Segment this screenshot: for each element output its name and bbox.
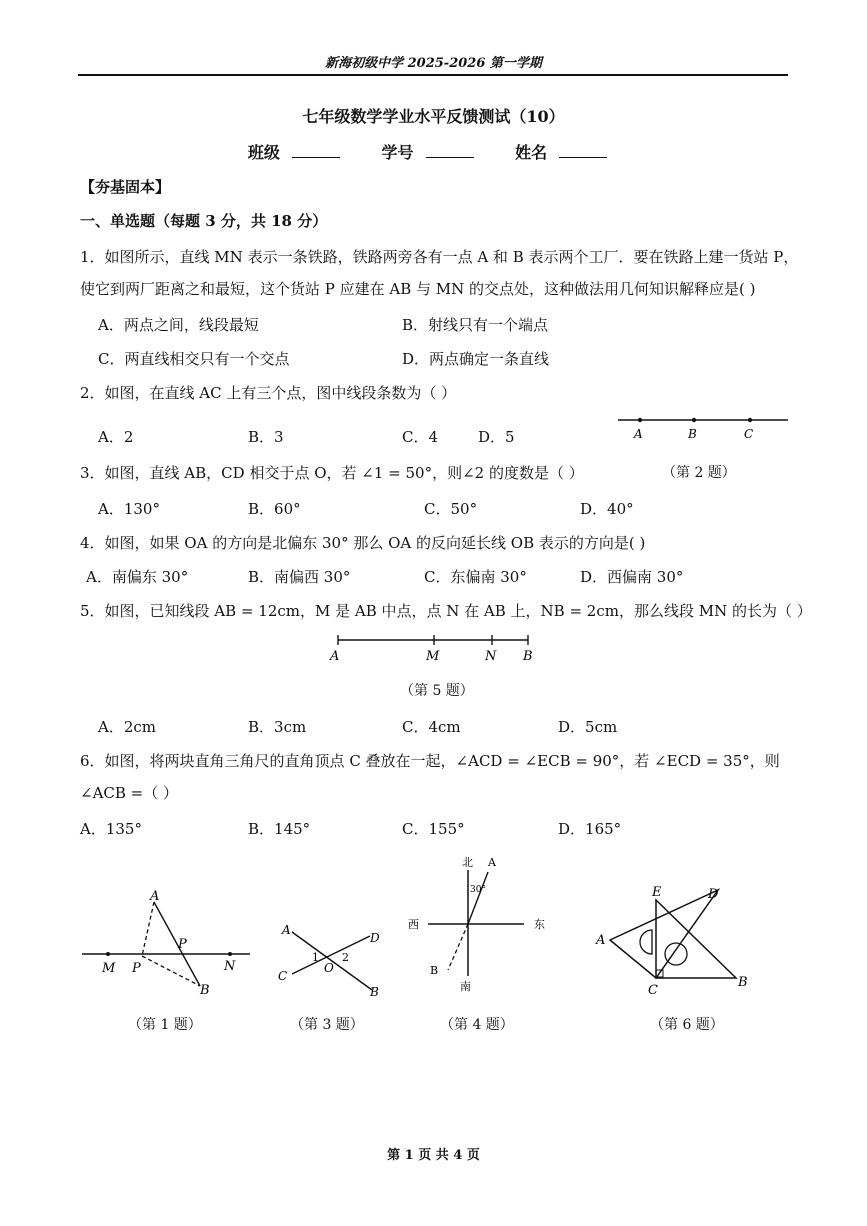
- q1-option-c[interactable]: C．两直线相交只有一个交点: [98, 350, 290, 368]
- q6-stem-line1: 6．如图，将两块直角三角尺的直角顶点 C 叠放在一起，∠ACD = ∠ECB = 90°，若 ∠ECD = 35°，则: [80, 752, 780, 770]
- q2-option-a[interactable]: A．2: [98, 428, 134, 446]
- q3-option-c[interactable]: C．50°: [424, 500, 478, 518]
- q1-stem-line2: 使它到两厂距离之和最短，这个货站 P 应建在 AB 与 MN 的交点处，这种做法用几何知识解释应是( ): [80, 280, 756, 298]
- fig4-label-b: B: [430, 964, 439, 977]
- q6-option-a[interactable]: A．135°: [80, 820, 142, 838]
- q2-point-a: [638, 418, 642, 422]
- q5-label-b: B: [523, 649, 533, 664]
- fig4-ray-oa: [468, 872, 488, 924]
- q4-stem: 4．如图，如果 OA 的方向是北偏东 30° 那么 OA 的反向延长线 OB 表示的方向是( ): [80, 534, 646, 552]
- q2-point-c: [748, 418, 752, 422]
- fig4-ray-ob: [448, 924, 468, 970]
- q2-label-b: B: [688, 427, 697, 441]
- q6-stem-line2: ∠ACB =（ ）: [80, 784, 179, 802]
- page-footer: 第 1 页 共 4 页: [387, 1148, 480, 1163]
- q5-label-n: N: [485, 649, 497, 664]
- name-field[interactable]: 姓名: [515, 143, 619, 162]
- fig1-label-m: M: [102, 961, 116, 976]
- q2-option-c[interactable]: C．4: [402, 428, 439, 446]
- fig6-caption: （第 6 题）: [650, 1017, 724, 1033]
- fig3-label-o: O: [324, 961, 334, 975]
- q5-option-b[interactable]: B．3cm: [248, 718, 307, 736]
- q5-option-c[interactable]: C．4cm: [402, 718, 461, 736]
- fig4-label-east: 东: [534, 918, 545, 931]
- fig6-label-b: B: [738, 975, 748, 990]
- q6-option-d[interactable]: D．165°: [558, 820, 622, 838]
- page-title: 七年级数学学业水平反馈测试（10）: [302, 107, 565, 126]
- q6-option-b[interactable]: B．145°: [248, 820, 311, 838]
- fig4-label-a: A: [488, 856, 496, 869]
- q5-label-m: M: [426, 649, 440, 664]
- q2-option-d[interactable]: D．5: [478, 428, 515, 446]
- fig3-caption: （第 3 题）: [290, 1017, 364, 1033]
- fig4-label-30: 30°: [470, 885, 486, 895]
- fig6-triangle-acd: [610, 890, 718, 978]
- q3-option-d[interactable]: D．40°: [580, 500, 634, 518]
- page-header: 新海初级中学 2025-2026 第一学期: [325, 56, 542, 71]
- q6-option-c[interactable]: C．155°: [402, 820, 465, 838]
- fig6-label-d: D: [708, 887, 719, 902]
- fig1-label-n: N: [224, 959, 236, 974]
- fig3-label-c: C: [278, 969, 288, 983]
- q5-option-d[interactable]: D．5cm: [558, 718, 618, 736]
- fig3-angle-1: 1: [312, 951, 319, 964]
- q4-option-a[interactable]: A．南偏东 30°: [86, 568, 189, 586]
- fig4-label-south: 南: [460, 980, 471, 992]
- q5-caption: （第 5 题）: [400, 683, 474, 699]
- q1-option-b[interactable]: B．射线只有一个端点: [402, 316, 549, 334]
- fig6-triangle-ecb: [656, 900, 736, 978]
- q5-label-a: A: [330, 649, 340, 664]
- fig1-caption: （第 1 题）: [128, 1017, 202, 1033]
- q5-figure: [326, 630, 540, 664]
- fig1-diagram: [74, 880, 254, 1000]
- student-info-line: [0, 140, 867, 163]
- number-field[interactable]: 学号: [381, 143, 485, 162]
- q4-option-d[interactable]: D．西偏南 30°: [580, 568, 684, 586]
- fig3-diagram: [272, 918, 392, 1002]
- fig4-label-north: 北: [462, 856, 473, 869]
- q3-stem: 3．如图，直线 AB，CD 相交于点 O，若 ∠1 = 50°，则∠2 的度数是（ ）: [80, 464, 584, 482]
- fig6-label-a: A: [596, 933, 606, 948]
- fig1-label-p2: P: [132, 961, 141, 976]
- q2-stem: 2．如图，在直线 AC 上有三个点，图中线段条数为（ ）: [80, 384, 457, 402]
- fig1-label-a: A: [150, 889, 160, 904]
- q2-figure: [612, 408, 792, 444]
- q3-option-a[interactable]: A．130°: [98, 500, 160, 518]
- fig6-diagram: [590, 880, 760, 1000]
- q2-label-c: C: [744, 427, 754, 441]
- fig3-label-a: A: [282, 923, 291, 937]
- fig3-label-d: D: [370, 931, 380, 945]
- section-foundation: 【夯基固本】: [80, 178, 171, 196]
- q5-stem: 5．如图，已知线段 AB = 12cm，M 是 AB 中点，点 N 在 AB 上，NB = 2cm，那么线段 MN 的长为（ ）: [80, 602, 812, 620]
- header-rule: [78, 74, 788, 76]
- fig4-diagram: [402, 852, 552, 992]
- q1-stem-line1: 1．如图所示，直线 MN 表示一条铁路，铁路两旁各有一点 A 和 B 表示两个工厂．要在铁路上建一货站 P，: [80, 248, 799, 266]
- q1-option-a[interactable]: A．两点之间，线段最短: [98, 316, 259, 334]
- fig6-label-e: E: [652, 885, 662, 900]
- fig3-label-b: B: [370, 985, 379, 999]
- fig3-angle-2: 2: [342, 951, 349, 964]
- q2-option-b[interactable]: B．3: [248, 428, 284, 446]
- q2-label-a: A: [634, 427, 643, 441]
- q4-option-c[interactable]: C．东偏南 30°: [424, 568, 527, 586]
- fig1-segment-ab: [154, 902, 200, 986]
- q2-caption: （第 2 题）: [662, 465, 736, 481]
- q5-option-a[interactable]: A．2cm: [98, 718, 157, 736]
- fig4-caption: （第 4 题）: [440, 1017, 514, 1033]
- section-single-choice: 一、单选题（每题 3 分，共 18 分）: [80, 212, 328, 230]
- q3-option-b[interactable]: B．60°: [248, 500, 301, 518]
- q2-point-b: [692, 418, 696, 422]
- fig6-label-c: C: [648, 983, 658, 998]
- q1-option-d[interactable]: D．两点确定一条直线: [402, 350, 550, 368]
- fig4-label-west: 西: [408, 918, 419, 931]
- fig1-label-p: P: [178, 937, 187, 952]
- q4-option-b[interactable]: B．南偏西 30°: [248, 568, 351, 586]
- class-field[interactable]: 班级: [248, 143, 352, 162]
- fig1-label-b: B: [200, 983, 210, 998]
